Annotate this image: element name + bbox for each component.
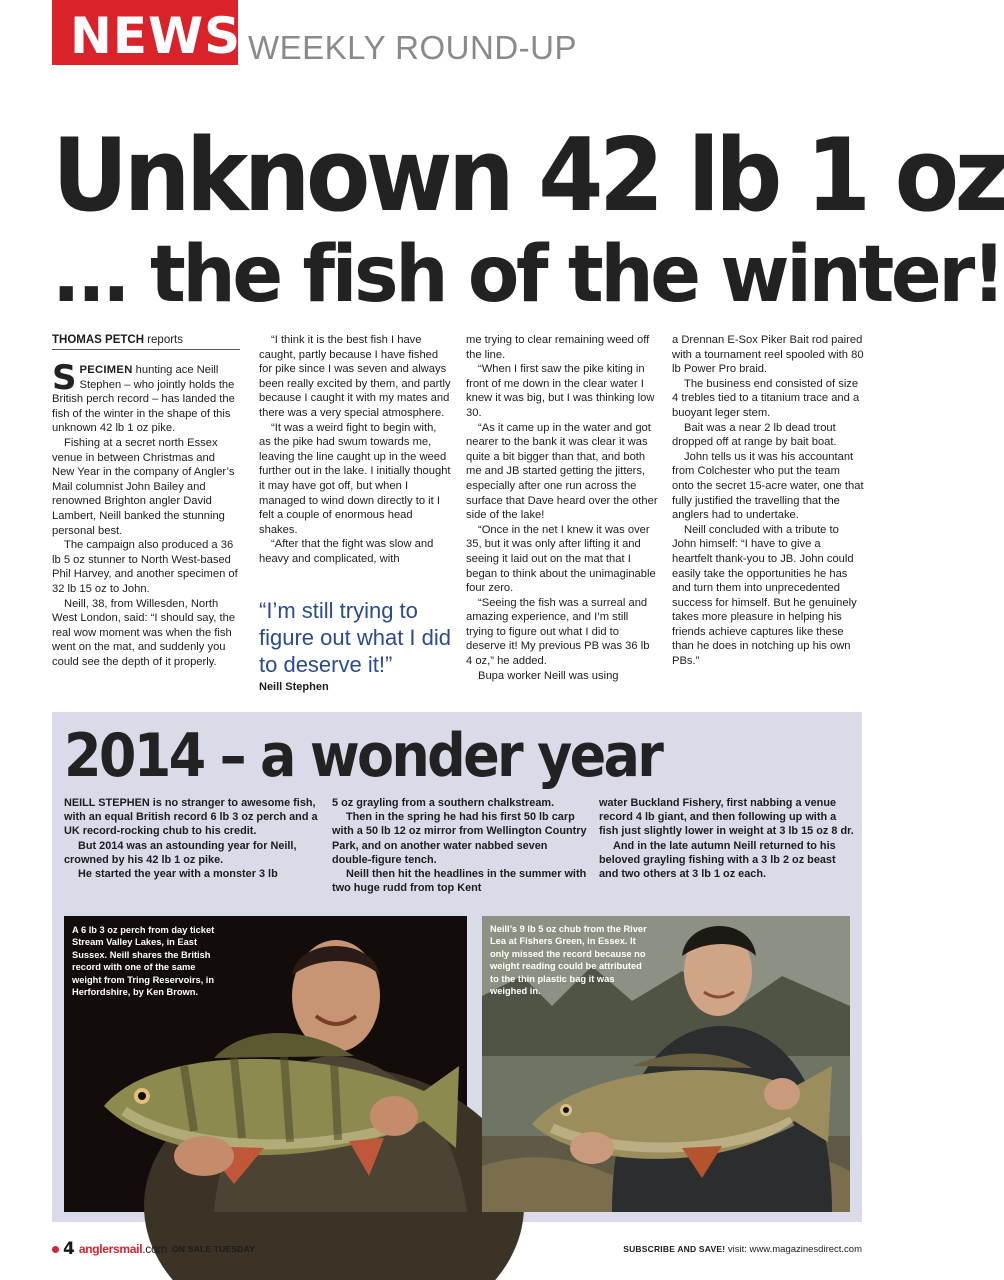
panel-paragraph: 5 oz grayling from a southern chalkstream. — [332, 797, 555, 809]
on-sale-text: ON SALE TUESDAY — [172, 1244, 256, 1254]
byline — [52, 333, 240, 350]
article-paragraph: “It was a weird fight to begin with, as the pike had swum towards me, leaving the line caught up in the weed further out in the lake. I initially thought it may have got off, but when I managed to wind down directly to it I felt a couple of enormous head shakes. — [259, 421, 451, 536]
panel-column-2 — [332, 796, 587, 895]
footer-right — [623, 1242, 862, 1257]
perch-photo — [64, 916, 467, 1212]
article-paragraph: Neill, 38, from Willesden, North West London, said: “I should say, the real wow moment was when the fish went on the mat, and suddenly you could see the depth of it properly. — [52, 597, 236, 668]
article-paragraph: “As it came up in the water and got nearer to the bank it was clear it was quite a bit bigger than that, and both me and JB started getting the jitters, especially after one run across the surface that Dave heard over the other side of the lake! — [466, 421, 658, 522]
article-paragraph: The business end consisted of size 4 trebles tied to a titanium trace and a buoyant leger stem. — [672, 377, 860, 419]
headline-line-2: ... the fish of the winter! — [52, 230, 1003, 320]
panel-paragraph: And in the late autumn Neill returned to his beloved grayling fishing with a 3 lb 2 oz beast and two others at 3 lb 1 oz each. — [599, 839, 836, 881]
chub-photo — [482, 916, 850, 1212]
article-column-3 — [466, 333, 658, 683]
pull-quote: “I’m still trying to figure out what I did to deserve it!” — [259, 597, 452, 677]
footer-left — [52, 1239, 256, 1259]
page-number: 4 — [63, 1239, 75, 1259]
article-paragraph: Neill concluded with a tribute to John himself: “I have to give a heartfelt thank-you to JB. John could easily take the opportunities he has and turn them into unprecedented success for himself. But he genuinely takes more pleasure in helping his friends achieve captures like these than he does in notching up his own PBs.” — [672, 523, 857, 668]
pull-quote-attribution: Neill Stephen — [259, 680, 329, 693]
article-paragraph: “Once in the net I knew it was over 35, but it was only after lifting it and seeing it laid out on the mat that I began to think about the unimaginable four zero. — [466, 523, 656, 595]
panel-title: 2014 – a wonder year — [64, 721, 662, 791]
article-paragraph: Bait was a near 2 lb dead trout dropped off at range by bait boat. — [672, 421, 837, 449]
article-paragraph: The campaign also produced a 36 lb 5 oz stunner to North West-based Phil Harvey, and another specimen of 32 lb 15 oz to John. — [52, 539, 238, 595]
byline-author: THOMAS PETCH — [52, 334, 144, 346]
article-column-1 — [52, 333, 240, 669]
article-column-2 — [259, 333, 451, 694]
panel-paragraph: Neill then hit the headlines in the summer with two huge rudd from top Kent — [332, 868, 587, 895]
panel-paragraph: Then in the spring he had his first 50 lb carp with a 50 lb 12 oz mirror from Wellington Country Park, and on another water nabbed seven double-figure tench. — [332, 811, 587, 866]
article-paragraph: a Drennan E-Sox Piker Bait rod paired with a tournament reel spooled with 80 lb Power Pro braid. — [672, 334, 864, 376]
article-paragraph: “When I first saw the pike kiting in front of me down in the clear water I knew it was big, but I was thinking low 30. — [466, 363, 655, 419]
headline-line-1: Unknown 42 lb 1 oz — [52, 116, 1004, 234]
chub-caption: Neill’s 9 lb 5 oz chub from the River Lea at Fishers Green, in Essex. It only missed the record because no weight reading could be attributed to the thin plastic bag it was weighed in. — [490, 924, 647, 997]
article-paragraph: me trying to clear remaining weed off the line. — [466, 334, 650, 361]
subscribe-text: SUBSCRIBE AND SAVE! — [623, 1244, 726, 1254]
panel-paragraph: But 2014 was an astounding year for Neill, crowned by his 42 lb 1 oz pike. — [64, 839, 297, 866]
byline-suffix: reports — [147, 334, 183, 346]
section-subtitle: WEEKLY ROUND-UP — [248, 29, 577, 66]
lead-text: hunting ace Neill Stephen – who jointly holds the British perch record – has landed the fish of the winter in the shape of this unknown 42 lb 1 oz pike. — [52, 364, 235, 435]
panel-paragraph: He started the year with a monster 3 lb — [78, 868, 278, 881]
red-bullet-icon — [52, 1246, 59, 1253]
article-paragraph: “I think it is the best fish I have caught, partly because I have fished for pike since I was seven and always been really excited by them, and partly because I caught it with my mates and there was a very special atmosphere. — [259, 334, 451, 419]
article-paragraph: Fishing at a secret north Essex venue in between Christmas and New Year in the company of Angler’s Mail columnist John Bailey and renowned Brighton angler David Lambert, Neill banked the stunning personal best. — [52, 436, 235, 537]
article-paragraph: Bupa worker Neill was using — [478, 669, 619, 682]
article-paragraph: John tells us it was his accountant from Colchester who put the team onto the secret 15-acre water, one that fully justified the travelling that the anglers had to undertake. — [672, 450, 864, 522]
lead-caps: PECIMEN — [79, 364, 133, 376]
panel-paragraph: water Buckland Fishery, first nabbing a venue record 4 lb giant, and then following up with a fish just slightly lower in weight at 3 lb 15 oz 8 dr. — [599, 797, 854, 838]
site-link[interactable] — [79, 1242, 167, 1256]
perch-caption: A 6 lb 3 oz perch from day ticket Stream Valley Lakes, in East Sussex. Neill shares the British record with one of the same weight from Tring Reservoirs, in Herfordshire, by Ken Brown. — [72, 925, 215, 998]
panel-column-1 — [64, 796, 319, 881]
article-column-4 — [672, 333, 864, 669]
panel-column-3 — [599, 796, 854, 881]
article-paragraph: “After that the fight was slow and heavy and complicated, with — [259, 538, 434, 565]
site-tld: .com — [142, 1242, 168, 1256]
visit-link[interactable]: visit: www.magazinesdirect.com — [725, 1244, 862, 1255]
panel-paragraph: NEILL STEPHEN is no stranger to awesome fish, with an equal British record 6 lb 3 oz perch and a UK record-rocking chub to his credit. — [64, 797, 318, 838]
news-section-badge — [52, 0, 242, 65]
article-paragraph: “Seeing the fish was a surreal and amazing experience, and I’m still trying to figure out what I did to deserve it! My previous PB was 36 lb 4 oz,” he added. — [466, 596, 650, 668]
site-name: anglersmail — [78, 1242, 143, 1256]
lead-paragraph — [52, 358, 240, 436]
news-label: NEWS — [70, 7, 242, 65]
drop-cap: S — [52, 358, 77, 398]
